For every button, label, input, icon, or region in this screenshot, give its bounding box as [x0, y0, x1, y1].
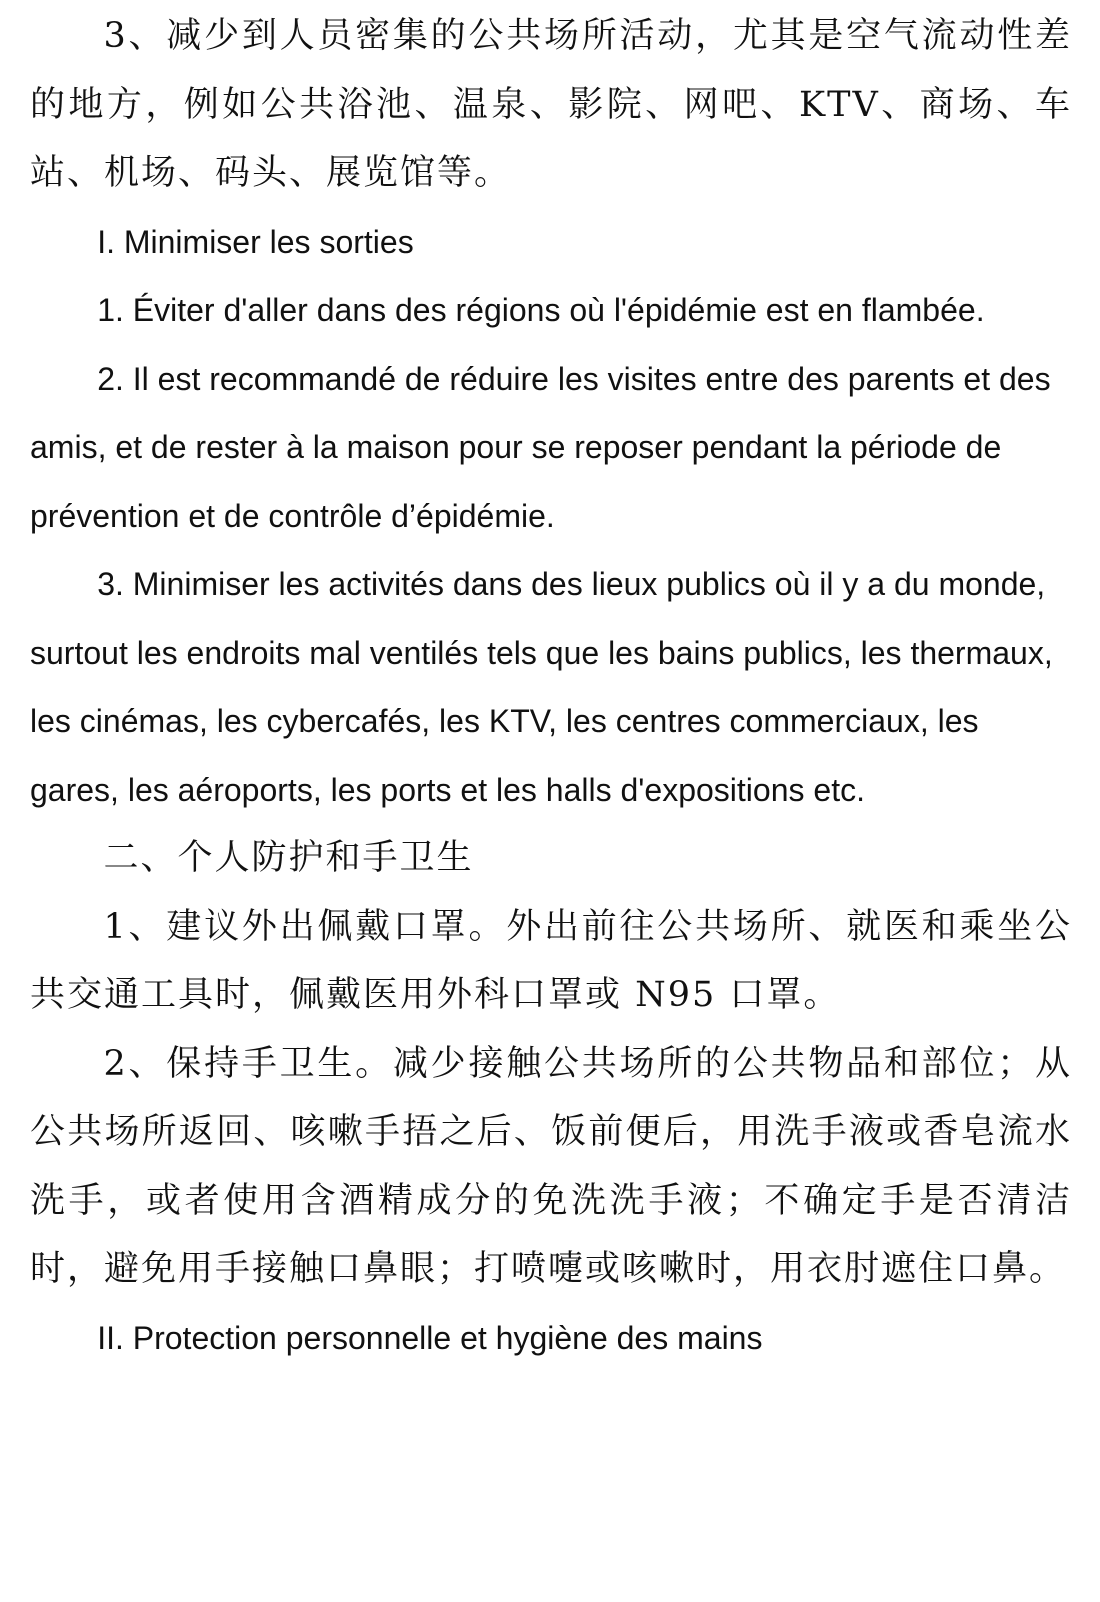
- paragraph-zh-avoid-crowded-places: 3、减少到人员密集的公共场所活动，尤其是空气流动性差的地方，例如公共浴池、温泉、影院、网吧、KTV、商场、车站、机场、码头、展览馆等。: [30, 16, 1072, 193]
- heading-zh-personal-protection: 二、个人防护和手卫生: [103, 838, 474, 878]
- heading-minimize-outings: I. Minimiser les sorties: [97, 223, 414, 260]
- document-page: [0, 2, 1100, 1602]
- paragraph-fr-reduce-visits: 2. Il est recommandé de réduire les visites entre des parents et des amis, et de rester à la maison pour se reposer pendant la période de prévention et de contrôle d’épidémie.: [30, 360, 1051, 534]
- paragraph-zh-wear-mask: 1、建议外出佩戴口罩。外出前往公共场所、就医和乘坐公共交通工具时，佩戴医用外科口罩或 N95 口罩。: [30, 906, 1072, 1015]
- heading-fr-personal-protection: II. Protection personnelle et hygiène des mains: [97, 1319, 763, 1356]
- paragraph-fr-minimize-public-activities: 3. Minimiser les activités dans des lieux publics où il y a du monde, surtout les endroits mal ventilés tels que les bains publics, les thermaux, les cinémas, les cybercafés, les KTV, les centres commerciaux, les gares, les aéroports, les ports et les halls d'expositions etc.: [30, 566, 1053, 808]
- paragraph-zh-hand-hygiene: 2、保持手卫生。减少接触公共场所的公共物品和部位；从公共场所返回、咳嗽手捂之后、饭前便后，用洗手液或香皂流水洗手，或者使用含酒精成分的免洗洗手液；不确定手是否清洁时，避免用手接触口鼻眼；打喷嚏或咳嗽时，用衣肘遮住口鼻。: [30, 1043, 1072, 1289]
- paragraph-fr-avoid-epidemic-regions: 1. Éviter d'aller dans des régions où l'épidémie est en flambée.: [97, 292, 985, 328]
